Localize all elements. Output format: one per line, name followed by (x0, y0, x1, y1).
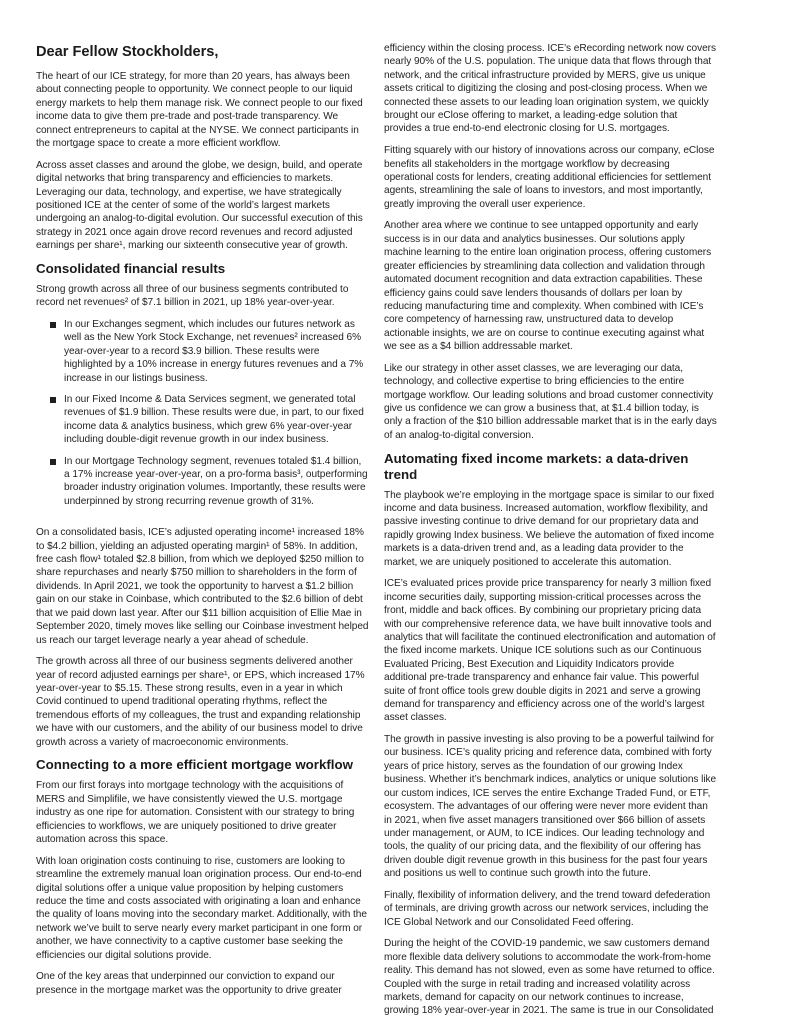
body-paragraph: The playbook we’re employing in the mortgage space is similar to our fixed income and data business. Increased automation, workflow flexibility, and passive investing continue to drive demand for our proprietary data and rapidly growing Index business. We believe the automation of fixed income markets is a data-driven trend and, as a leading data provider to the market, we are uniquely positioned to accelerate this automation. (384, 489, 715, 568)
list-item (36, 318, 369, 385)
greeting-heading: Dear Fellow Stockholders, (36, 44, 219, 60)
list-item (36, 455, 369, 509)
body-paragraph: Like our strategy in other asset classes, we are leveraging our data, technology, and collective expertise to bring efficiencies to the entire mortgage workflow. Our leading solutions and broad customer connectivity give us confidence we can grow a business that, at $1.4 billion today, is only a fraction of the $10 billion addressable market that is in the early days of an analog-to-digital conversion. (384, 362, 717, 441)
segment-bullet-list (36, 318, 369, 508)
body-paragraph: efficiency within the closing process. ICE’s eRecording network now covers nearly 90% of the U.S. population. The unique data that flows through that network, and the critical infrastructure provided by MERS, give us unique assets critical to digitizing the closing and post-closing process. When we connected these assets to our leading loan origination system, we quickly brought our eClose offering to market, a leading-edge solution that provides a true end-to-end electronic closing for U.S. mortgages. (384, 43, 716, 135)
body-paragraph: Strong growth across all three of our business segments contributed to record net revenues² of $7.1 billion in 2021, up 18% year-over-year. (36, 283, 349, 309)
square-bullet-icon (50, 459, 56, 465)
bullet-text: In our Fixed Income & Data Services segment, we generated total revenues of $1.9 billion. These results were due, in part, to our fixed income data & analytics business, which grew 6% year-over-year including double-digit revenue growth in our index business. (64, 394, 364, 446)
left-column (36, 42, 369, 1005)
square-bullet-icon (50, 322, 56, 328)
body-paragraph: With loan origination costs continuing to rise, customers are looking to streamline the extremely manual loan origination process. Our end-to-end digital solutions offer a unique value proposition by helping customers reduce the time and costs associated with originating a loan and enhance the quality of loans moving into the secondary market. Additionally, with the network we’ve built to serve nearly every market participant in one form or another, we have connectivity to a captive customer base seeking the efficiencies our digital solutions provide. (36, 855, 367, 961)
body-paragraph: From our first forays into mortgage technology with the acquisitions of MERS and Simplifile, we have consistently viewed the U.S. mortgage industry as one ripe for automation. Consistent with our strategy to bring efficiencies to workflows, we are uniquely positioned to drive greater automation across this space. (36, 780, 355, 845)
body-paragraph: One of the key areas that underpinned our conviction to expand our presence in the mortgage market was the opportunity to drive greater (36, 971, 342, 996)
body-paragraph: Across asset classes and around the globe, we design, build, and operate digital networks that bring transparency and efficiencies to markets. Leveraging our data, technology, and expertise, we have strategically positioned ICE at the center of some of the world’s largest markets undergoing an analog-to-digital evolution. Our successful execution of this strategy in 2021 once again drove record revenues and record adjusted earnings per share¹, marking our sixteenth consecutive year of growth. (36, 159, 363, 252)
body-paragraph: During the height of the COVID-19 pandemic, we saw customers demand more flexible data delivery solutions to accommodate the work-from-home reality. This demand has not slowed, even as some have returned to office. Coupled with the surge in retail trading and increased volatility across markets, demand for capacity on our network continues to increase, growing 18% year-over-year in 2021. The same is true in our Consolidated (384, 938, 715, 1017)
body-paragraph: Finally, flexibility of information delivery, and the trend toward defederation of terminals, are driving growth across our network services, including the ICE Global Network and our Consolidated Feed offering. (384, 889, 711, 928)
body-paragraph: The heart of our ICE strategy, for more than 20 years, has always been about connecting people to opportunity. We connect people to our liquid energy markets to help them manage risk. We connect people to our fixed income data to give them pre-trade and post-trade transparency. We connect entrepreneurs to capital at the NYSE. We connect participants in the mortgage space to create a more efficient workflow. (36, 71, 363, 150)
body-paragraph: ICE’s evaluated prices provide price transparency for nearly 3 million fixed income securities daily, supporting mission-critical processes across the front, middle and back offices. By combining our proprietary pricing data with our comprehensive reference data, we have built innovative tools and analytics that will facilitate the continued electronification and automation of the fixed income markets. Unique ICE solutions such as our Continuous Evaluated Pricing, Best Execution and Liquidity Indicators provide additional pre-trade transparency and enhance fair value. This powerful suite of front office tools grew double digits in 2021 and serve a growing demand for transparency and efficiency across one of the world’s largest asset classes. (384, 578, 716, 724)
body-paragraph: Fitting squarely with our history of innovations across our company, eClose benefits all stakeholders in the mortgage workflow by decreasing operational costs for lenders, creating additional efficiencies for settlement agents, streamlining the sale of loans to investors, and most importantly, greatly improving the overall user experience. (384, 145, 715, 210)
section-heading-fixed-income: Automating fixed income markets: a data-driven trend (384, 450, 689, 482)
body-paragraph: The growth in passive investing is also proving to be a powerful tailwind for our business. ICE’s quality pricing and reference data, combined with forty years of price history, serves as the foundation of our growing Index business. Whether it’s benchmark indices, analytics or unique solutions like our custom indices, ICE serves the entire Exchange Traded Fund, or ETF, ecosystem. The advantages of our offering were never more evident than in 2021, when five asset managers transitioned over $66 billion of assets under management, or AUM, to ICE indices. Our leading technology and tools, the quality of our pricing data, and the flexibility of our offering has driven double digit revenue growth in this business for the past four years and positions us well to continue such growth into the future. (384, 734, 717, 880)
body-paragraph: Another area where we continue to see untapped opportunity and early success is in our data and analytics businesses. Our solutions apply machine learning to the entire loan origination process, offering customers greater efficiencies by streamlining data collection and validation through automated document recognition and data extraction capabilities. These efficiency gains could save lenders thousands of dollars per loan by reducing manufacturing time and complexity. When combined with ICE’s core competency of harnessing raw, unstructured data to develop actionable insights, we are on course to continue executing against what we see as a $4 billion addressable market. (384, 220, 712, 353)
square-bullet-icon (50, 397, 56, 403)
section-heading-consolidated: Consolidated financial results (36, 260, 226, 276)
list-item (36, 393, 369, 447)
body-paragraph: The growth across all three of our business segments delivered another year of record adjusted earnings per share¹, or EPS, which increased 17% year-over-year to $5.15. These strong results, even in a year in which Covid continued to upend traditional operating rhythms, reflect the tremendous efforts of my colleagues, the trust and expanding relationship we have with our customers, and the ability of our business model to drive growth across a variety of macroeconomic environments. (36, 656, 365, 748)
body-paragraph: On a consolidated basis, ICE’s adjusted operating income¹ increased 18% to $4.2 billion, yielding an adjusted operating margin¹ of 58%. In addition, free cash flow¹ totaled $2.8 billion, from which we deployed $250 million to share repurchases and nearly $750 million to shareholders in the form of dividends. In April 2021, we took the opportunity to harvest a $1.2 billion gain on our stake in Coinbase, which contributed to the $2.6 billion of debt that we paid down last year. After our $11 billion acquisition of Ellie Mae in September 2020, timely moves like selling our Coinbase investment helped us reach our target leverage nearly a year ahead of schedule. (36, 527, 369, 646)
right-column (384, 42, 717, 1026)
bullet-text: In our Mortgage Technology segment, revenues totaled $1.4 billion, a 17% increase year-over-year, on a pro-forma basis³, outperforming broader industry origination volumes. Importantly, these results were underpinned by strong recurring revenue growth of 31%. (64, 455, 368, 507)
section-heading-mortgage: Connecting to a more efficient mortgage workflow (36, 757, 353, 773)
bullet-text: In our Exchanges segment, which includes our futures network as well as the New York Stock Exchange, net revenues² increased 6% year-over-year to a record $3.9 billion. These results were highlighted by a 10% increase in energy futures revenues and a 7% increase in our listings business. (64, 318, 364, 384)
